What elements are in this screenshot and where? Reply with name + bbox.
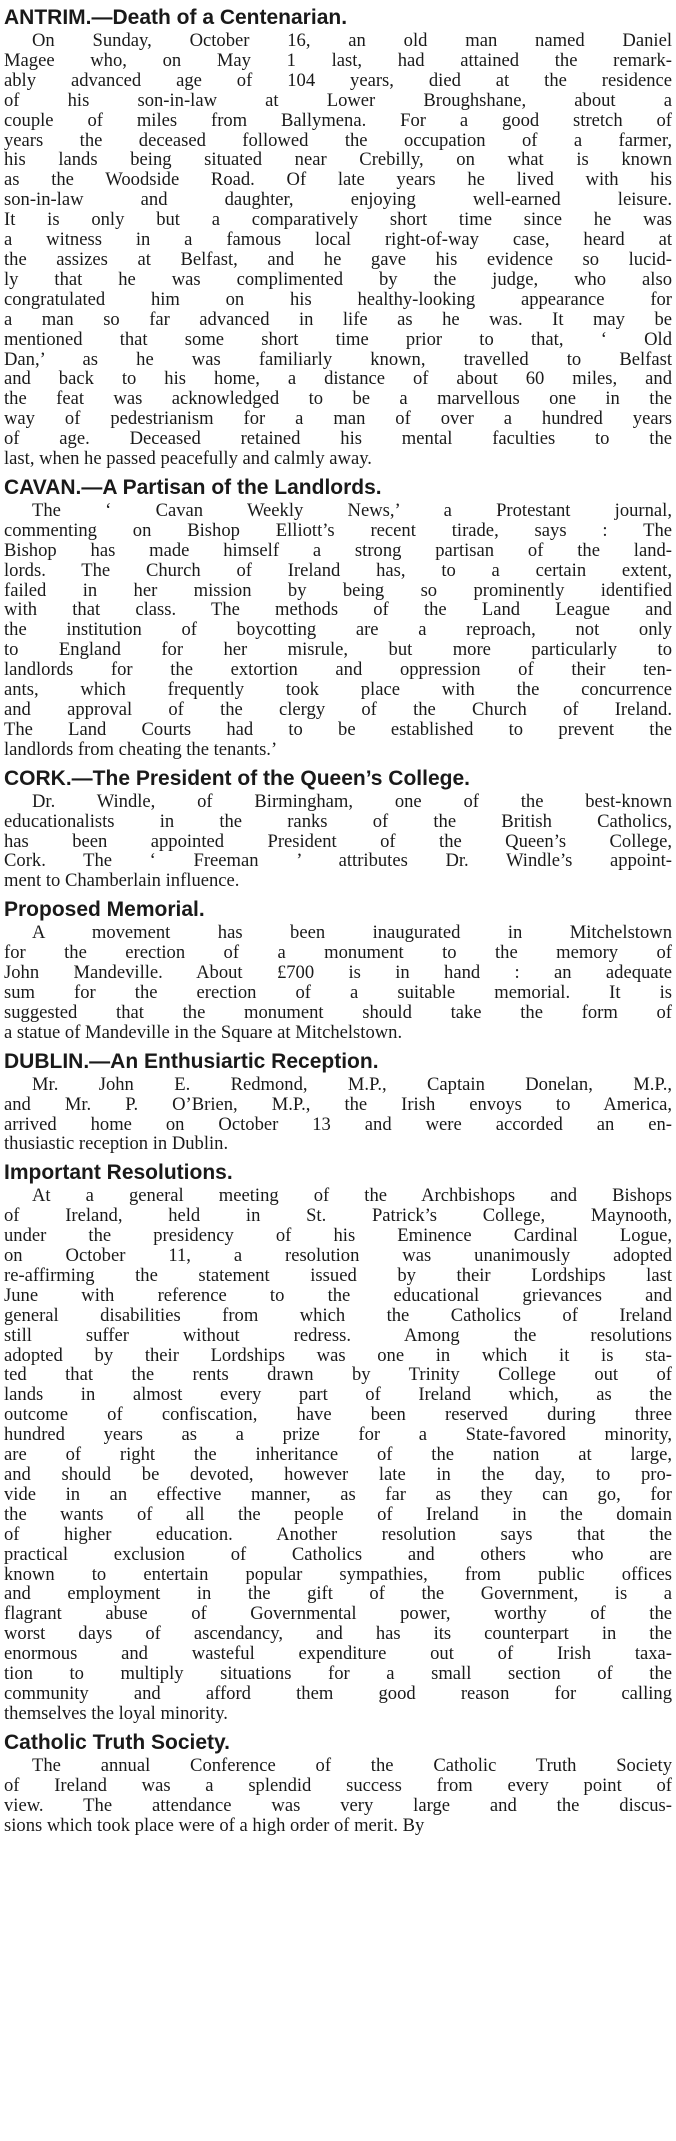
article-heading: ANTRIM.—Death of a Centenarian. — [4, 6, 348, 29]
text-line: and approval of the clergy of the Church of Ireland. — [4, 700, 672, 720]
article-proposed-memorial — [4, 896, 672, 1042]
article-dublin — [4, 1048, 672, 1155]
text-line: still suffer without redress. Among the resolutions — [4, 1325, 672, 1346]
text-line: the feat was acknowledged to be a marvellous one in the — [4, 389, 672, 410]
text-line: landlords from cheating the tenants.’ — [4, 739, 278, 760]
text-line: and employment in the gift of the Government, is a — [4, 1584, 672, 1605]
text-line: the wants of all the people of Ireland in the domain — [4, 1504, 672, 1525]
text-line: with that class. The methods of the Land League and — [4, 600, 672, 621]
text-line: of his son-in-law at Lower Broughshane, about a — [4, 90, 672, 111]
text-line: educationalists in the ranks of the British Catholics, — [4, 811, 672, 832]
text-line: and should be devoted, however late in the day, to pro- — [4, 1465, 672, 1485]
text-line: Dr. Windle, of Birmingham, one of the best-known — [32, 791, 672, 812]
article-important-resolutions — [4, 1159, 672, 1723]
article-heading: CAVAN.—A Partisan of the Landlords. — [4, 475, 382, 499]
text-line: suggested that the monument should take the form of — [4, 1002, 672, 1023]
text-line: couple of miles from Ballymena. For a good stretch of — [4, 110, 672, 131]
article-body — [4, 792, 672, 892]
text-line: of age. Deceased retained his mental faculties to the — [4, 429, 672, 450]
article-body — [4, 923, 672, 1042]
text-line: vide in an effective manner, as far as they can go, for — [4, 1484, 672, 1505]
text-line: The annual Conference of the Catholic Truth Society — [32, 1755, 672, 1776]
text-line: the institution of boycotting are a reproach, not only — [4, 620, 672, 641]
text-line: Dan,’ as he was familiarly known, travelled to Belfast — [4, 349, 672, 370]
text-line: commenting on Bishop Elliott’s recent tirade, says : The — [4, 520, 672, 541]
text-line: Mr. John E. Redmond, M.P., Captain Donelan, M.P., — [32, 1074, 672, 1095]
text-line: ment to Chamberlain influence. — [4, 871, 240, 892]
text-line: on October 11, a resolution was unanimously adopted — [4, 1246, 672, 1266]
text-line: and Mr. P. O’Brien, M.P., the Irish envoys to America, — [4, 1094, 672, 1115]
text-line: of higher education. Another resolution says that the — [4, 1524, 672, 1545]
article-heading: CORK.—The President of the Queen’s College. — [4, 766, 470, 790]
text-line: lords. The Church of Ireland has, to a certain extent, — [4, 560, 672, 581]
text-line: view. The attendance was very large and the discus- — [4, 1795, 672, 1816]
text-line: ably advanced age of 104 years, died at the residence — [4, 70, 672, 91]
text-line: known to entertain popular sympathies, from public offices — [4, 1564, 672, 1585]
text-line: At a general meeting of the Archbishops and Bishops — [32, 1186, 672, 1207]
text-line: practical exclusion of Catholics and others who are — [4, 1544, 672, 1565]
article-heading: Catholic Truth Society. — [4, 1730, 230, 1754]
text-line: tion to multiply situations for a small section of the — [4, 1664, 672, 1684]
text-line: outcome of confiscation, have been reserved during three — [4, 1405, 672, 1426]
text-line: thusiastic reception in Dublin. — [4, 1134, 229, 1155]
text-line: for the erection of a monument to the memory of — [4, 943, 672, 964]
text-line: worst days of ascendancy, and has its counterpart in the — [4, 1624, 672, 1645]
text-line: adopted by their Lordships was one in which it is sta- — [4, 1345, 672, 1366]
text-line: enormous and wasteful expenditure out of Irish taxa- — [4, 1644, 672, 1665]
text-line: On Sunday, October 16, an old man named Daniel — [32, 31, 672, 51]
text-line: a man so far advanced in life as he was. It may be — [4, 309, 672, 330]
text-line: lands in almost every part of Ireland which, as the — [4, 1385, 672, 1406]
text-line: ted that the rents drawn by Trinity College out of — [4, 1365, 672, 1386]
text-line: the assizes at Belfast, and he gave his evidence so lucid- — [4, 249, 672, 270]
text-line: son-in-law and daughter, enjoying well-earned leisure. — [4, 190, 672, 211]
text-line: his lands being situated near Crebilly, on what is known — [4, 150, 672, 171]
text-line: A movement has been inaugurated in Mitchelstown — [32, 923, 672, 944]
article-heading: DUBLIN.—An Enthusiartic Reception. — [4, 1049, 379, 1073]
text-line: of Ireland was a splendid success from every point of — [4, 1775, 672, 1796]
text-line: sum for the erection of a suitable memorial. It is — [4, 982, 672, 1003]
article-cavan — [4, 474, 672, 760]
text-line: a witness in a famous local right-of-way case, heard at — [4, 230, 672, 250]
text-line: sions which took place were of a high order of merit. By — [4, 1815, 425, 1836]
text-line: general disabilities from which the Catholics of Ireland — [4, 1305, 672, 1326]
text-line: of Ireland, held in St. Patrick’s College, Maynooth, — [4, 1206, 672, 1227]
text-line: congratulated him on his healthy-looking appearance for — [4, 289, 672, 310]
text-line: and back to his home, a distance of about 60 miles, and — [4, 369, 672, 390]
text-line: ly that he was complimented by the judge, who also — [4, 269, 672, 290]
text-line: Bishop has made himself a strong partisan of the land- — [4, 540, 672, 561]
text-line: community and afford them good reason for calling — [4, 1683, 672, 1704]
text-line: Magee who, on May 1 last, had attained the remark- — [4, 50, 672, 71]
article-body — [4, 1075, 672, 1155]
text-line: themselves the loyal minority. — [4, 1703, 228, 1724]
text-line: hundred years as a prize for a State-favored minority, — [4, 1425, 672, 1446]
text-line: as the Woodside Road. Of late years he lived with his — [4, 170, 672, 191]
text-line: arrived home on October 13 and were accorded an en- — [4, 1114, 672, 1135]
text-line: Cork. The ‘ Freeman ’ attributes Dr. Windle’s appoint- — [4, 851, 672, 872]
article-antrim — [4, 4, 672, 469]
text-line: way of pedestrianism for a man of over a hundred years — [4, 409, 672, 430]
text-line: re-affirming the statement issued by their Lordships last — [4, 1265, 672, 1286]
text-line: The Land Courts had to be established to prevent the — [4, 719, 672, 740]
text-line: landlords for the extortion and oppression of their ten- — [4, 660, 672, 681]
text-line: years the deceased followed the occupation of a farmer, — [4, 130, 672, 151]
text-line: to England for her misrule, but more particularly to — [4, 640, 672, 661]
article-body — [4, 501, 672, 760]
text-line: The ‘ Cavan Weekly News,’ a Protestant journal, — [32, 500, 672, 521]
article-heading: Proposed Memorial. — [4, 898, 205, 922]
text-line: are of right the inheritance of the nation at large, — [4, 1445, 672, 1465]
text-line: under the presidency of his Eminence Cardinal Logue, — [4, 1226, 672, 1247]
article-body — [4, 31, 672, 469]
text-line: It is only but a comparatively short time since he was — [4, 210, 672, 231]
text-line: mentioned that some short time prior to that, ‘ Old — [4, 329, 672, 350]
article-cork — [4, 765, 672, 892]
article-body — [4, 1756, 672, 1836]
text-line: ants, which frequently took place with the concurrence — [4, 680, 672, 700]
article-body — [4, 1186, 672, 1723]
text-line: a statue of Mandeville in the Square at Mitchelstown. — [4, 1022, 403, 1043]
article-catholic-truth-society — [4, 1729, 672, 1836]
article-heading: Important Resolutions. — [4, 1161, 233, 1185]
text-line: has been appointed President of the Queen’s College, — [4, 831, 672, 852]
text-line: flagrant abuse of Governmental power, worthy of the — [4, 1604, 672, 1625]
text-line: failed in her mission by being so prominently identified — [4, 580, 672, 601]
text-line: last, when he passed peacefully and calmly away. — [4, 449, 372, 469]
text-line: John Mandeville. About £700 is in hand : an adequate — [4, 963, 672, 983]
text-line: June with reference to the educational grievances and — [4, 1285, 672, 1306]
